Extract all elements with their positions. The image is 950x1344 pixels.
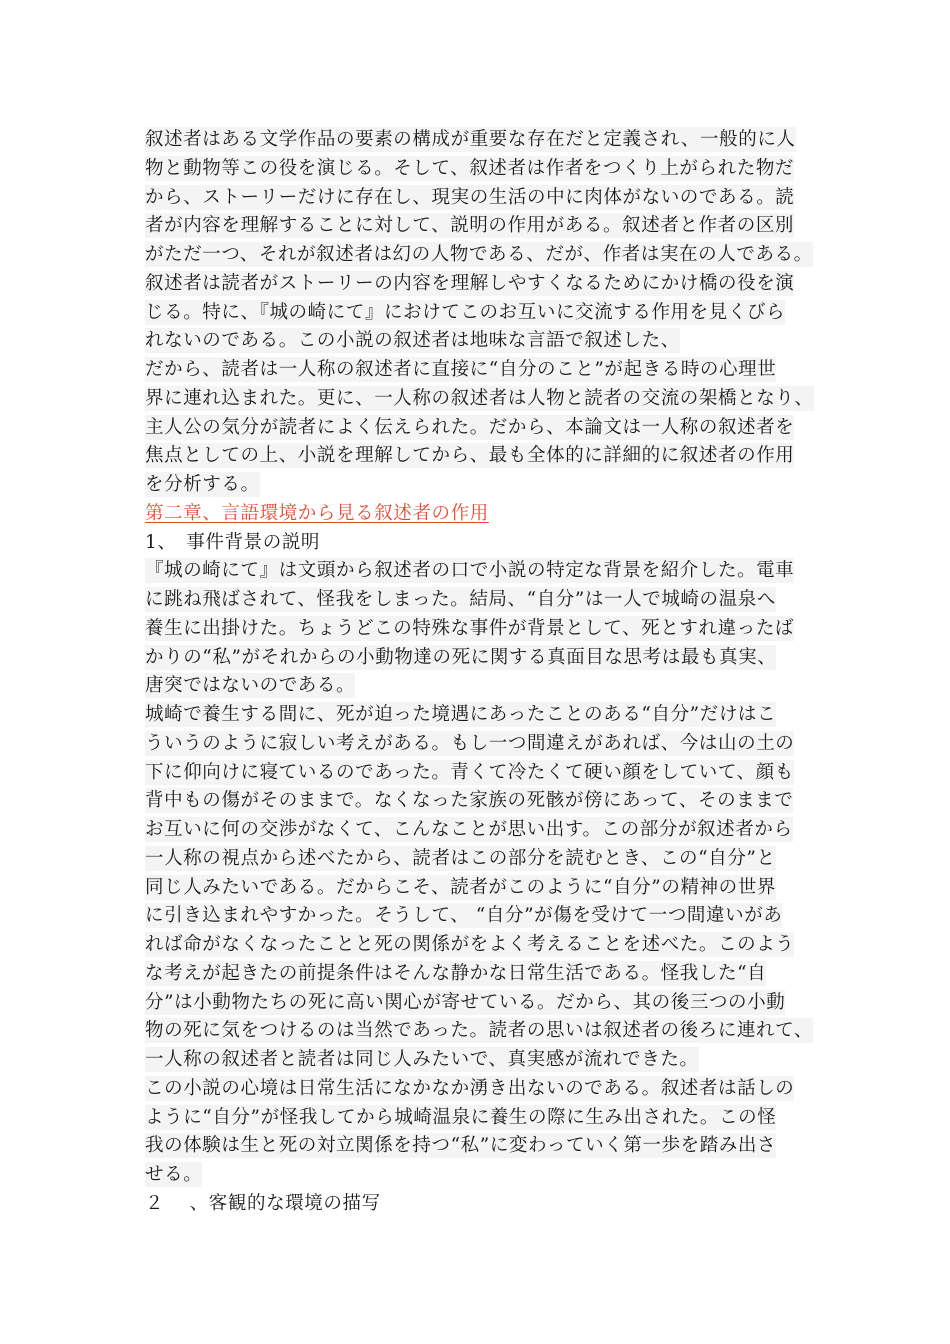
- line-text: 我の体験は生と死の対立関係を持つ“私”に変わっていく第一歩を踏み出さ: [145, 1135, 777, 1157]
- paragraph-line: [145, 442, 825, 471]
- line-text: お互いに何の交渉がなくて、こんなことが思い出す。この部分が叙述者から: [145, 819, 793, 840]
- line-text: 背中もの傷がそのままで。なくなった家族の死骸が傍にあって、そのままで: [145, 790, 794, 812]
- line-text: 叙述者はある文学作品の要素の構成が重要な存在だと定義され、一般的に人: [145, 129, 796, 150]
- paragraph-line: [145, 471, 825, 500]
- line-text: れば命がなくなったことと死の関係がをよく考えることを述べた。このよう: [145, 934, 795, 955]
- line-text: だから、読者は一人称の叙述者に直接に“自分のこと”が起きる時の心理世: [145, 359, 777, 380]
- paragraph-line: [145, 644, 825, 673]
- paragraph-line: [145, 126, 825, 155]
- line-text: 下に仰向けに寝ているのであった。青くて冷たくて硬い顔をしていて、顔も: [145, 761, 794, 783]
- paragraph-line: [145, 874, 825, 903]
- paragraph-line: [145, 1161, 825, 1190]
- paragraph-line: [145, 586, 825, 615]
- paragraph-line: [145, 759, 825, 788]
- line-text: せる。: [145, 1164, 203, 1185]
- paragraph-line: [145, 931, 825, 960]
- paragraph-line: [145, 787, 825, 816]
- line-text: れないのである。この小説の叙述者は地味な言語で叙述した、: [145, 330, 680, 352]
- line-text: 同じ人みたいである。だからこそ、読者がこのように“自分”の精神の世界: [145, 876, 776, 898]
- line-text: 物の死に気をつけるのは当然であった。読者の思いは叙述者の後ろに連れて、: [145, 1020, 813, 1042]
- paragraph-line: [145, 414, 825, 443]
- line-text: 唐突ではないのである。: [145, 675, 356, 697]
- paragraph-line: [145, 672, 825, 701]
- line-text: 物と動物等この役を演じる。そして、叙述者は作者をつくり上がられた物だ: [145, 157, 795, 179]
- line-text: 界に連れ込まれた。更に、一人称の叙述者は人物と読者の交流の架橋となり、: [145, 387, 814, 409]
- paragraph-line: [145, 241, 825, 270]
- line-text: から、ストーリーだけに存在し、現実の生活の中に肉体がないのである。読: [145, 186, 795, 208]
- paragraph-line: [145, 615, 825, 644]
- line-text: じる。特に、『城の崎にて』におけてこのお互いに交流する作用を見くびら: [145, 301, 786, 323]
- paragraph-line: [145, 557, 825, 586]
- paragraph-line: [145, 155, 825, 184]
- line-text: に跳ね飛ばされて、怪我をしまった。結局、“自分”は一人で城崎の温泉へ: [145, 589, 776, 610]
- line-text: 『城の崎にて』は文頭から叙述者の口で小説の特定な背景を紹介した。電車: [145, 560, 795, 582]
- chapter-heading-text[interactable]: 第二章、言語環境から見る叙述者の作用: [145, 502, 489, 524]
- line-text: 主人公の気分が読者によく伝えられた。だから、本論文は一人称の叙述者を: [145, 416, 795, 438]
- section-heading-text: 1、 事件背景の説明: [145, 531, 321, 553]
- line-text: 叙述者は読者がストーリーの内容を理解しやすくなるためにかけ橋の役を演: [145, 272, 795, 294]
- section-heading-text: ２ 、客観的な環境の描写: [145, 1192, 381, 1214]
- line-text: に引き込まれやすかった。そうして、 “自分”が傷を受けて一つ間違いがあ: [145, 905, 783, 927]
- paragraph-line: [145, 184, 825, 213]
- paragraph-line: [145, 270, 825, 299]
- document-body: [145, 126, 825, 1219]
- paragraph-line: [145, 816, 825, 845]
- line-text: 一人称の視点から述べたから、読者はこの部分を読むとき、この“自分”と: [145, 847, 776, 869]
- line-text: がただ一つ、それが叙述者は幻の人物である、だが、作者は実在の人である。: [145, 244, 813, 265]
- paragraph-line: [145, 1017, 825, 1046]
- section-heading: [145, 1190, 825, 1219]
- line-text: 焦点としての上、小説を理解してから、最も全体的に詳細的に叙述者の作用: [145, 445, 795, 467]
- paragraph-line: [145, 989, 825, 1018]
- paragraph-line: [145, 902, 825, 931]
- line-text: この小説の心境は日常生活になかなか湧き出ないのである。叙述者は話しの: [145, 1077, 795, 1099]
- paragraph-line: [145, 212, 825, 241]
- line-text: ういうのように寂しい考えがある。もし一つ間違えがあれば、今は山の土の: [145, 732, 795, 754]
- paragraph-line: [145, 385, 825, 414]
- line-text: な考えが起きたの前提条件はそんな静かな日常生活である。怪我した“自: [145, 962, 767, 984]
- line-text: 分”は小動物たちの死に高い関心が寄せている。だから、其の後三つの小動: [145, 991, 786, 1013]
- paragraph-line: [145, 1104, 825, 1133]
- line-text: 者が内容を理解することに対して、説明の作用がある。叙述者と作者の区別: [145, 215, 795, 237]
- paragraph-line: [145, 299, 825, 328]
- line-text: かりの“私”がそれからの小動物達の死に関する真面目な思考は最も真実、: [145, 646, 777, 668]
- line-text: ように“自分”が怪我してから城崎温泉に養生の際に生み出された。この怪: [145, 1106, 777, 1128]
- section-heading: [145, 529, 825, 558]
- paragraph-line: [145, 356, 825, 385]
- paragraph-line: [145, 1075, 825, 1104]
- paragraph-line: [145, 960, 825, 989]
- paragraph-line: [145, 845, 825, 874]
- line-text: 養生に出掛けた。ちょうどこの特殊な事件が背景として、死とすれ違ったば: [145, 617, 795, 639]
- paragraph-line: [145, 701, 825, 730]
- paragraph-line: [145, 327, 825, 356]
- line-text: を分析する。: [145, 474, 260, 495]
- chapter-heading[interactable]: [145, 500, 825, 529]
- line-text: 一人称の叙述者と読者は同じ人みたいで、真実感が流れできた。: [145, 1049, 699, 1070]
- paragraph-line: [145, 1046, 825, 1075]
- paragraph-line: [145, 1132, 825, 1161]
- paragraph-line: [145, 730, 825, 759]
- line-text: 城崎で養生する間に、死が迫った境遇にあったことのある“自分”だけはこ: [145, 704, 777, 725]
